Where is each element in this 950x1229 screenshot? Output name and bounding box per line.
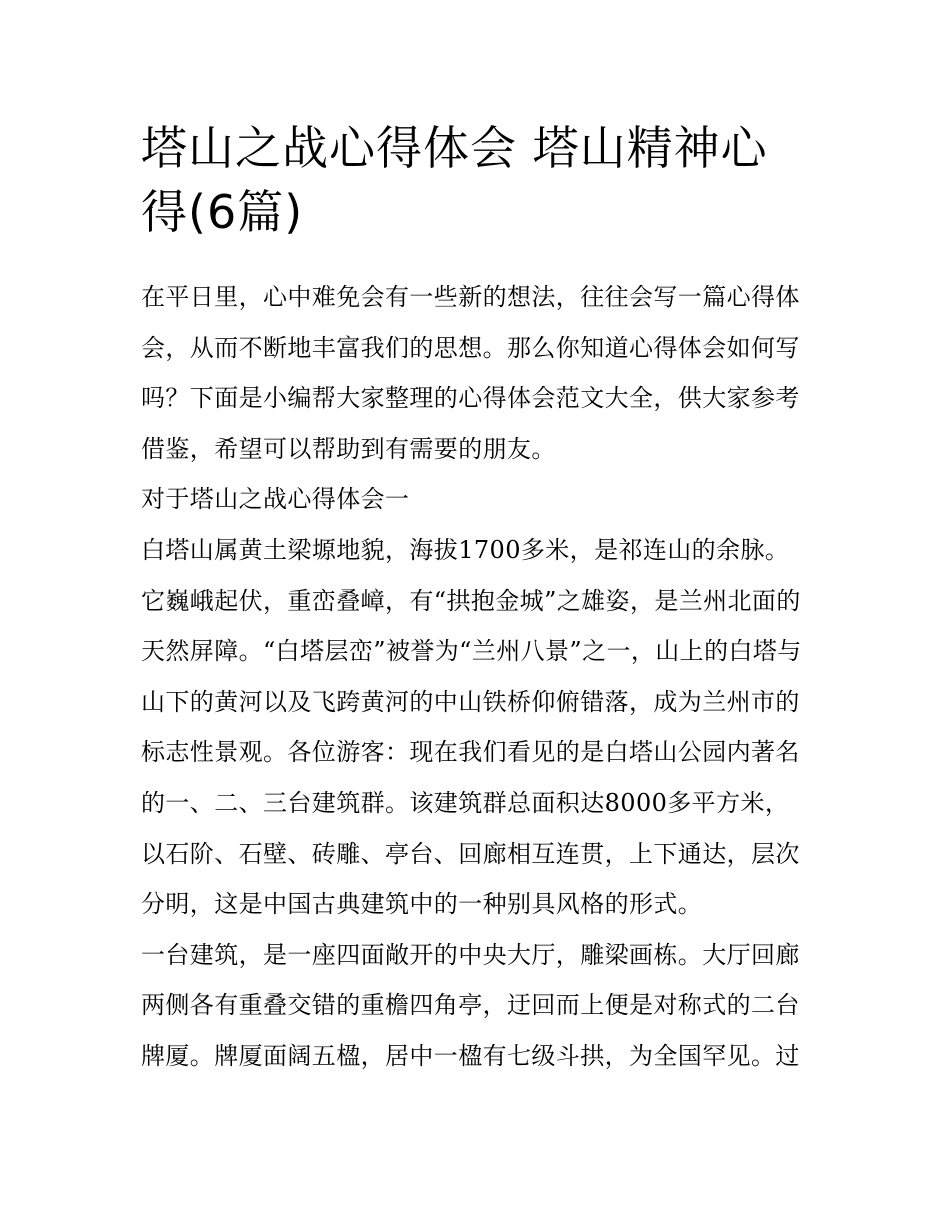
document-body [141,116,811,1082]
text-line: 一台建筑，是一座四面敞开的中央大厅，雕梁画栋。大厅回廊 [141,940,800,969]
title-line-2: 得(6篇) [141,185,304,239]
text-line: 山下的黄河以及飞跨黄河的中山铁桥仰俯错落，成为兰州市的 [141,687,800,716]
text-line: 在平日里，心中难免会有一些新的想法，往往会写一篇心得体 [141,283,800,311]
title-line-1: 塔山之战心得体会 塔山精神心 [141,121,768,175]
text-line: 两侧各有重叠交错的重檐四角亭，迂回而上便是对称式的二台 [141,991,800,1020]
text-line: 以石阶、石壁、砖雕、亭台、回廊相互连贯，上下通达，层次 [141,839,800,868]
document-title [141,116,811,244]
text-line: 吗？下面是小编帮大家整理的心得体会范文大全，供大家参考 [141,384,800,413]
text-line: 标志性景观。各位游客：现在我们看见的是白塔山公园内著名 [141,738,800,767]
text-line: 借鉴，希望可以帮助到有需要的朋友。 [141,434,556,463]
section-heading: 对于塔山之战心得体会一 [141,485,410,514]
text-line: 天然屏障。“白塔层峦”被誉为“兰州八景”之一，山上的白塔与 [141,637,802,666]
text-line: 白塔山属黄土梁塬地貌，海拔1700多米，是祁连山的余脉。 [141,535,790,564]
text-line: 会，从而不断地丰富我们的思想。那么你知道心得体会如何写 [141,333,800,362]
text-line: 的一、二、三台建筑群。该建筑群总面积达8000多平方米， [141,788,790,817]
text-line: 分明，这是中国古典建筑中的一种别具风格的形式。 [141,890,703,919]
document-text [141,272,811,1082]
text-line: 牌厦。牌厦面阔五楹，居中一楹有七级斗拱，为全国罕见。过 [141,1041,800,1070]
text-line: 它巍峨起伏，重峦叠嶂，有“拱抱金城”之雄姿，是兰州北面的 [141,586,801,615]
